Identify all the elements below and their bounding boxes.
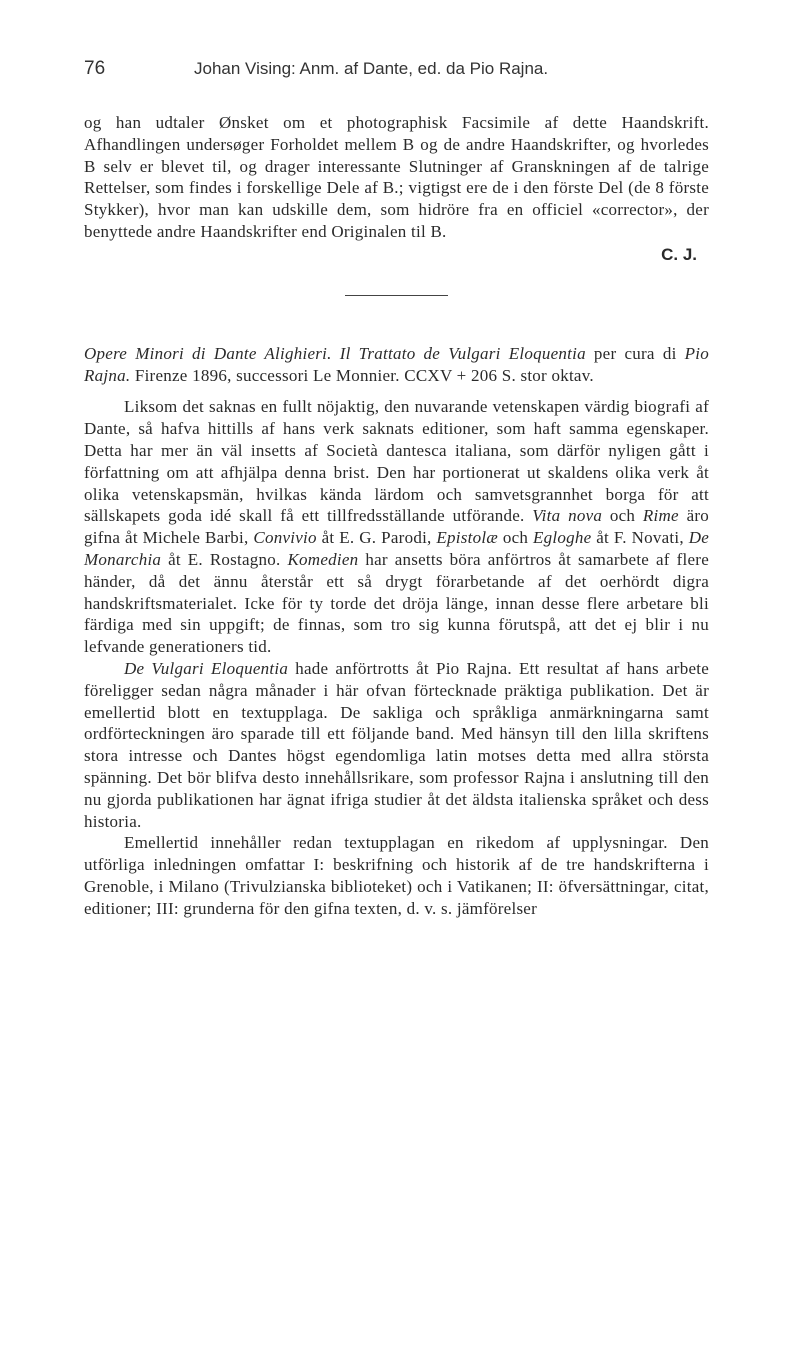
running-head [84, 58, 709, 86]
running-title: Johan Vising: Anm. af Dante, ed. da Pio Rajna. [194, 59, 549, 78]
page-number: 76 [84, 58, 106, 79]
signature: C. J. [661, 244, 697, 264]
review-editor: Pio Rajna. [84, 343, 709, 385]
review-title: Opere Minori di Dante Alighieri. Il Trattato de Vulgari Eloquentia [84, 343, 586, 363]
body-paragraph-1: Liksom det saknas en fullt nöjaktig, den nuvarande vetenskapen värdig biografi af Dante, så hafva hittills af hans verk saknats editioner, som haft samma egenskaper. Detta har mer än väl insetts af Società dantesca italiana, som därför nyligen gått i författning om att afhjälpa denna brist. Den har portionerat ut skaldens olika verk åt olika vetenskapsmän, hvilkas kända lärdom och samvetsgrannhet borga för att sällskapets goda idé skall få ett tillfredsställande utförande. Vita nova och Rime äro gifna åt Michele Barbi, Convivio åt E. G. Parodi, Epistolæ och Egloghe åt F. Novati, De Monarchia åt E. Rostagno. Komedien har ansetts böra anförtros åt samarbete af flere händer, då det ännu återstår ett så drygt förarbetande af det oerhördt digra handskriftsmaterialet. Icke för ty torde det dröja länge, innan desse flere arbetare bli färdiga med sin uppgift; de finnas, som tro sig kunna förutspå, att det ej blir i nu lefvande generationers tid. [84, 397, 710, 657]
review-publication: Firenze 1896, successori Le Monnier. CCXV + 206 S. stor oktav. [134, 365, 594, 385]
review-heading [84, 343, 709, 387]
review-per-cura: per cura di [593, 343, 677, 363]
page [84, 58, 709, 920]
body-paragraph-2: De Vulgari Eloquentia hade anförtrotts åt Pio Rajna. Ett resultat af hans arbete föreligger sedan några månader i här ofvan förtecknade präktiga publikation. Det är emellertid blott en textupplaga. De sakliga och språkliga anmärkningarna samt ordförteckningen äro sparade till ett följande band. Med hänsyn till den lilla skriftens stora intresse och Dantes högst egendomliga latin motses detta med allra största spänning. Det bör blifva desto innehållsrikare, som professor Rajna i anslutning till den nu gjorda publikationen har ägnat ifriga studier åt det äldsta italienska språket och dess historia. [84, 658, 710, 831]
body-paragraph-3: Emellertid innehåller redan textupplagan en rikedom af upplysningar. Den utförliga inledningen omfattar I: beskrifning och historik af de tre handskrifterna i Grenoble, i Milano (Trivulzianska biblioteket) och i Vatikanen; II: öfversättningar, citat, editioner; III: grunderna för den gifna texten, d. v. s. jämförelser [84, 833, 709, 918]
section-divider [345, 295, 448, 296]
continuation-paragraph: og han udtaler Ønsket om et photographisk Facsimile af dette Haandskrift. Afhandlingen undersøger Forholdet mellem B og de andre Haandskrifter, og hvorledes B selv er blevet til, og drager interessante Slutninger af Granskningen af de talrige Rettelser, som findes i forskellige Dele af B.; vigtigst ere de i den förste Del (de 8 förste Stykker), hvor man kan udskille dem, som hidröre fra en officiel «corrector», der benyttede andre Haandskrifter end Originalen til B. [84, 113, 709, 241]
